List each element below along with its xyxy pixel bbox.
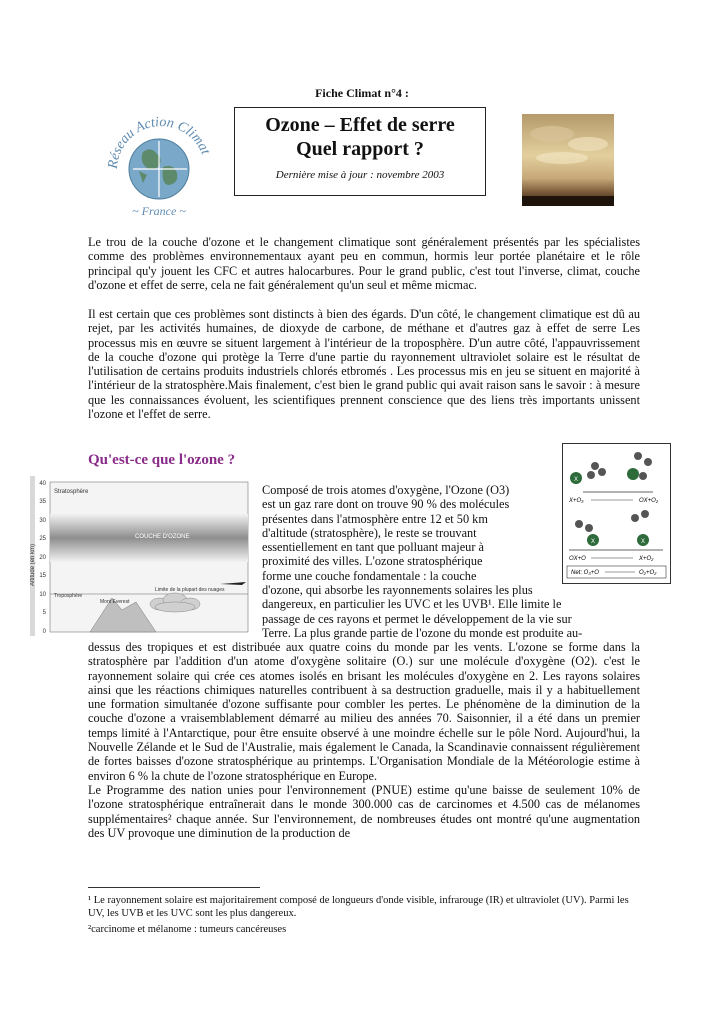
stratosphere-label: Stratosphère: [54, 489, 89, 495]
tick-0: 0: [42, 629, 46, 635]
tick-10: 10: [39, 592, 46, 598]
tick-40: 40: [39, 481, 46, 487]
logo-bottom-text: ~ France ~: [132, 204, 186, 218]
ozone-body-text: [88, 640, 640, 840]
net-left: Net: O₃+O: [571, 570, 599, 576]
y-axis-label: Altitude (en km): [30, 543, 36, 586]
cloud-limit-label: Limite de la plupart des nuages: [155, 587, 225, 593]
logo-arc-text: Réseau Action Climat: [105, 114, 213, 170]
cloudy-sky-photo: [522, 114, 614, 206]
footnote-divider: [88, 887, 260, 888]
svg-text:X: X: [573, 477, 579, 483]
footnote-1: ¹ Le rayonnement solaire est majoritairement composé de longueurs d'onde visible, infrarouge (IR) et ultraviolet (UV). Parmi les UV, les UVB et les UVC sont les plus dangereux.: [88, 895, 629, 919]
eq1-left: X+O₃: [569, 498, 584, 504]
troposphere-label: Troposphère: [54, 593, 83, 599]
title-box: [234, 107, 486, 196]
tick-25: 25: [39, 536, 46, 542]
intro-paragraph-1: Le trou de la couche d'ozone et le changement climatique sont généralement présentés par les spécialistes comme des problèmes environnementaux ayant peu en commun, hormis leur portée planétaire et le rôle principal qu'y jouent les CFC et autres halocarbures. Pour le grand public, c'est tout l'inverse, climat, couche d'ozone et effet de serre, cela ne fait généralement qu'un seul et même micmac.: [88, 235, 640, 292]
section-title: Qu'est-ce que l'ozone ?: [88, 452, 236, 468]
eq2-left: OX+O: [569, 556, 586, 562]
tick-35: 35: [39, 499, 46, 505]
svg-text:X: X: [590, 539, 596, 545]
tick-20: 20: [39, 555, 46, 561]
reseau-action-climat-logo: [103, 107, 215, 225]
ozone-definition-text: Composé de trois atomes d'oxygène, l'Ozone (O3) est un gaz rare dont on trouve 90 % des molécules présentes dans l'atmosphère entre 12 et 50 km d'altitude (stratosphère), le reste se trouvant essentiellement en tant que polluant majeur à proximité des villes. L'ozone stratosphérique forme une couche fondamentale : la couche d'ozone, qui absorbe les rayonnements solaires les plus dangereux, en particulier les UVC et les UVB¹. Elle limite le passage de ces rayons et permet le développement de la vie sur Terre. La plus grande partie de l'ozone du monde est produite au-: [262, 483, 583, 640]
eq2-right: X+O₂: [639, 556, 654, 562]
atmosphere-layers-figure: [30, 476, 252, 636]
eq1-right: OX+O₂: [639, 498, 659, 504]
net-right: O₂+O₂: [639, 570, 657, 576]
footnote-2: ²carcinome et mélanome : tumeurs cancéreuses: [88, 924, 287, 935]
ozone-layer-label: COUCHE D'OZONE: [135, 534, 190, 540]
everest-label: Mont Everest: [100, 599, 130, 605]
page-title: Ozone – Effet de serre Quel rapport ?: [265, 114, 455, 160]
last-update: Dernière mise à jour : novembre 2003: [275, 169, 445, 181]
body-paragraph-3: dessus des tropiques et est distribuée aux quatre coins du monde par les vents. L'ozone se forme dans la stratosphère par l'addition d'un atome d'oxygène solitaire (O.) sur une molécule d'oxygène (O2). c'est le rayonnement solaire qui crée ces atomes isolés en brisant les molécules d'oxygène en 2. Les rayons solaires ainsi que les réactions chimiques naturelles contribuent à sa destruction graduelle, mais il y a habituellement une formation simultanée d'ozone suffisante pour combler les pertes. Le phénomène de la diminution de la couche d'ozone a vraisemblablement démarré au milieu des années 70. Saisonnier, il a été dans un premier temps limité à l'Antarctique, pour être ensuite observé à une moindre échelle sur le pôle Nord. Aujourd'hui, la Nouvelle Zélande et le Sud de l'Australie, mais également le Canada, la Scandinavie connaissent régulièrement de fortes baisses d'ozone stratosphérique au printemps. L'Organisation Mondiale de la Météorologie estime à environ 6 % la chute de l'ozone stratosphérique en Europe.: [88, 640, 640, 783]
intro-paragraph-2: Il est certain que ces problèmes sont distincts à bien des égards. D'un côté, le changement climatique est dû au rejet, par les activités humaines, de dioxyde de carbone, de méthane et d'autres gaz à effet de serre Les processus mis en œuvre se situent largement à l'intérieur de la troposphère. D'un autre côté, l'appauvrissement de la couche d'ozone qui protège la Terre d'une partie du rayonnement ultraviolet solaire est le résultat de l'utilisation de certains produits industriels chlorés etbromés . Les processus mis en jeu se situent en majorité à l'intérieur de la stratosphère.Mais finalement, c'est bien le grand public qui avait raison sans le savoir : à mesure que les connaissances évoluent, les scientifiques prennent conscience que des liens très importants unissent l'ozone et l'effet de serre.: [88, 307, 640, 422]
tick-15: 15: [39, 573, 46, 579]
svg-text:X: X: [640, 539, 646, 545]
tick-30: 30: [39, 518, 46, 524]
body-paragraph-4: Le Programme des nation unies pour l'environnement (PNUE) estime qu'une baisse de seulement 10% de l'ozone stratosphérique entraînerait dans le monde 300.000 cas de carcinomes et 4.500 cas de mélanomes supplémentaires² chaque année. Sur l'environnement, de nombreuses études ont montré qu'une augmentation des UV provoque une diminution de la production de: [88, 782, 640, 840]
tick-5: 5: [42, 610, 46, 616]
fiche-label: Fiche Climat n°4 :: [315, 86, 409, 100]
